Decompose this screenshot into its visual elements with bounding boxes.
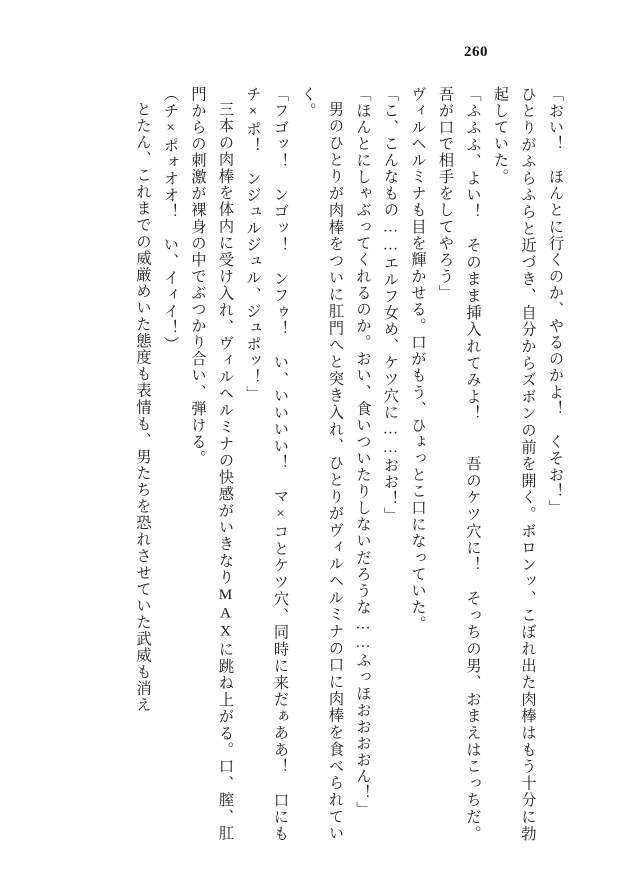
paragraph: ヴィルヘルミナも目を輝かせる。口がもう、ひょっとこ口になっていた。: [409, 86, 427, 633]
paragraph: 男のひとりが肉棒をついに肛門へと突き入れ、ひとりがヴィルヘルミナの口に肉棒を食べられていく。: [299, 86, 344, 842]
paragraph: 「ほんとにしゃぶってくれるのか。おい、食いついたりしないだろうな……ふっほおおおおん！」: [354, 86, 372, 818]
page-number: 260: [464, 44, 488, 60]
paragraph: 「ふふふ、よい！ そのまま挿入れてみよ！ 吾のケツ穴に！ そっちの男、おまえはこっちだ。吾が口で相手をしてやろう」: [437, 86, 482, 842]
paragraph: 三本の肉棒を体内に受け入れ、ヴィルヘルミナの快感がいきなりMAXに跳ね上がる。口、膣、肛門からの刺激が裸身の中でぶつかり合い、弾ける。: [189, 86, 234, 842]
paragraph: 「おい！ ほんとに行くのか、やるのかよ！ くそお！」: [547, 86, 564, 517]
paragraph: とたん、これまでの威厳めいた態度も表情も、男たちを恐れさせていた武威も消え: [134, 101, 152, 714]
page-text-body: [52, 86, 569, 842]
paragraph: （チ×ポォオオ！ い、イィイ！）: [162, 86, 179, 353]
paragraph: 「こ、こんなもの……エルフ女め、ケツ穴に……おお！」: [382, 86, 399, 524]
paragraph: ひとりがふらふらと近づき、自分からズボンの前を開く。ボロンッ、こぼれ出た肉棒はもう十分に勃起していた。: [492, 86, 537, 842]
paragraph: 「フゴッ！ ンゴッ！ ンフゥ！ い、いいいい！ マ×コとケツ穴、同時に来だぁああ！ 口にもチ×ポ！ ンジュルジュル、ジュポッ！」: [244, 86, 289, 842]
